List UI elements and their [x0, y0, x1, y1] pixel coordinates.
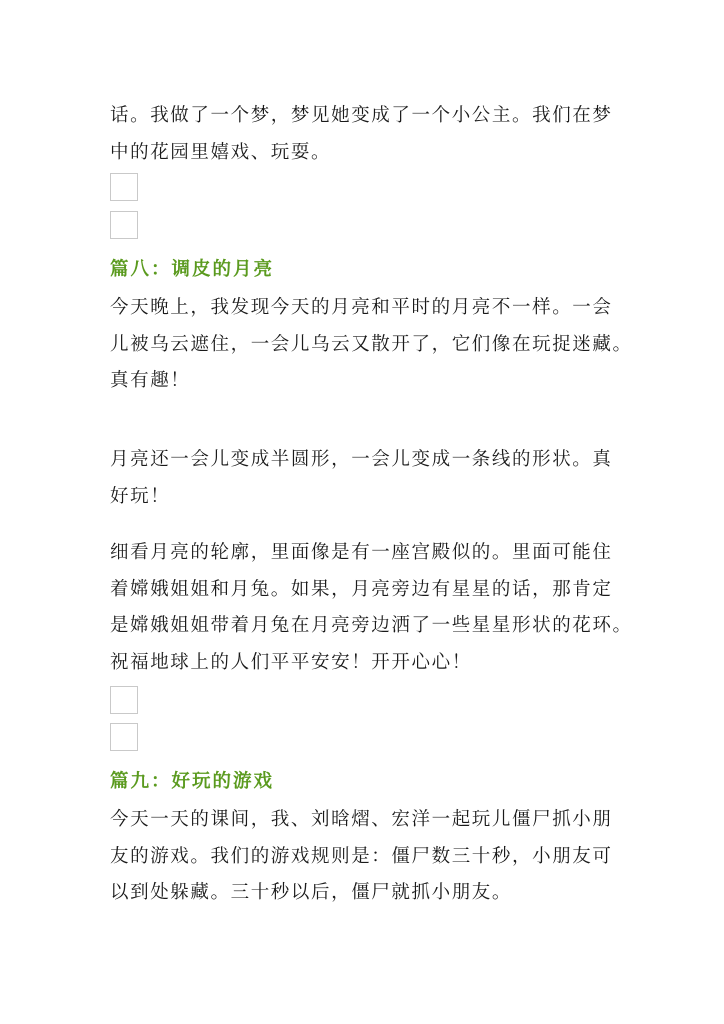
image-placeholder [110, 211, 138, 239]
text-line: 今天一天的课间，我、刘晗熠、宏洋一起玩儿僵尸抓小朋 [110, 809, 613, 830]
image-placeholder [110, 173, 138, 201]
text-line: 今天晚上，我发现今天的月亮和平时的月亮不一样。一会 [110, 297, 613, 318]
chapter-8-paragraph-2 [110, 442, 630, 515]
text-line: 祝福地球上的人们平平安安！开开心心！ [110, 651, 472, 673]
section-heading: 篇九：好玩的游戏 [110, 771, 275, 792]
text-line: 儿被乌云遮住，一会儿乌云又散开了，它们像在玩捉迷藏。 [110, 333, 633, 355]
text-line: 中的花园里嬉戏、玩耍。 [110, 141, 332, 163]
text-line: 着嫦娥姐姐和月兔。如果，月亮旁边有星星的话，那肯定 [110, 578, 613, 600]
text-line: 好玩！ [110, 485, 171, 507]
text-line: 是嫦娥姐姐带着月兔在月亮旁边洒了一些星星形状的花环。 [110, 615, 633, 636]
image-placeholder [110, 686, 138, 714]
text-line: 友的游戏。我们的游戏规则是：僵尸数三十秒，小朋友可 [110, 845, 613, 867]
text-line: 真有趣！ [110, 370, 191, 391]
text-line: 细看月亮的轮廓，里面像是有一座宫殿似的。里面可能住 [110, 542, 613, 563]
chapter-9-heading [110, 767, 630, 797]
chapter-9-paragraph-1 [110, 802, 630, 912]
intro-paragraph [110, 98, 630, 171]
chapter-8-paragraph-1 [110, 290, 633, 400]
chapter-8-heading [110, 255, 630, 285]
text-line: 话。我做了一个梦，梦见她变成了一个小公主。我们在梦 [110, 105, 613, 126]
image-placeholder [110, 723, 138, 751]
text-line: 以到处躲藏。三十秒以后，僵尸就抓小朋友。 [110, 882, 513, 903]
chapter-8-paragraph-3 [110, 535, 633, 681]
section-heading: 篇八：调皮的月亮 [110, 259, 275, 280]
text-line: 月亮还一会儿变成半圆形，一会儿变成一条线的形状。真 [110, 449, 613, 470]
